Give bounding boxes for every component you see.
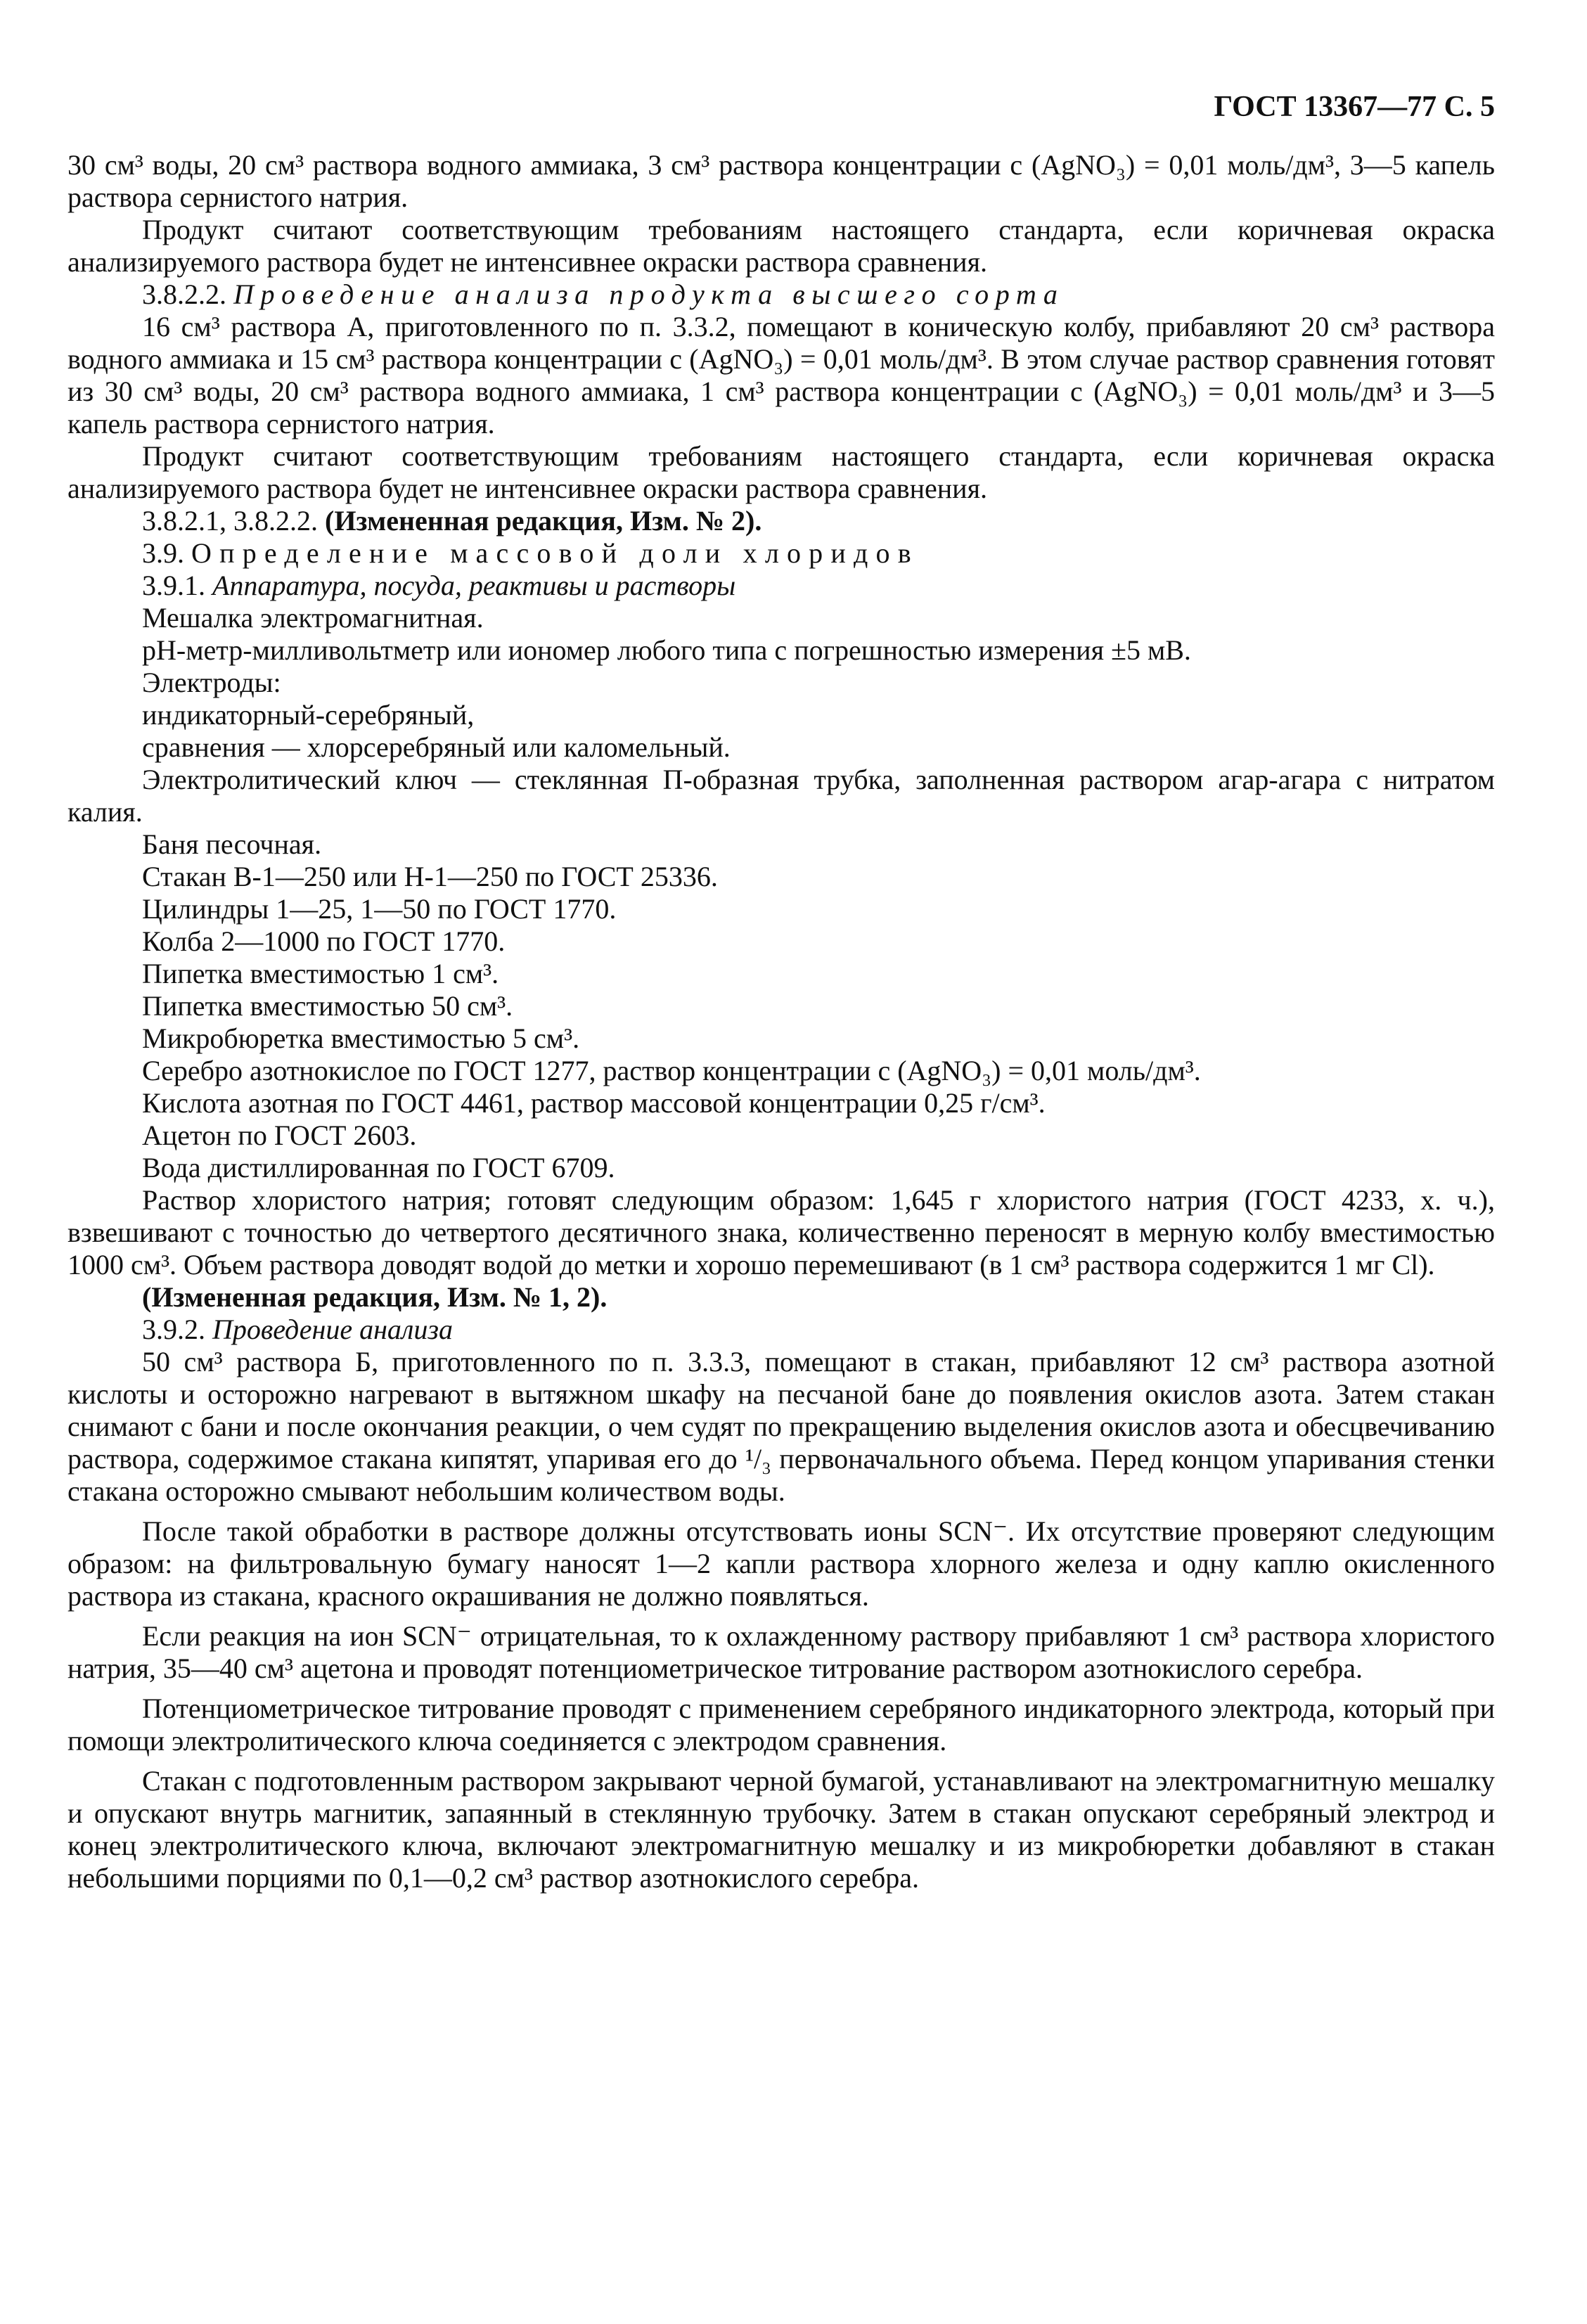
list-item: Электроды: xyxy=(142,667,281,698)
document-page xyxy=(68,90,1495,2298)
amendment-text: (Измененная редакция, Изм. № 2). xyxy=(325,505,762,537)
section-title: Проведение анализа xyxy=(212,1314,453,1345)
paragraph: Стакан с подготовленным раствором закрывают черной бумагой, устанавливают на электромагнитную мешалку и опускают внутрь магнитик, запаянный в стеклянную трубочку. Затем в стакан опускают серебряный электрод и конец электролитического ключа, включают электромагнитную мешалку и из микробюретки добавляют в стакан небольшими порциями по 0,1—0,2 см³ раствор азотнокислого серебра. xyxy=(68,1765,1495,1894)
paragraph: Если реакция на ион SCN⁻ отрицательная, то к охлажденному раствору прибавляют 1 см³ раствора хлористого натрия, 35—40 см³ ацетона и проводят потенциометрическое титрование раствором азотнокислого серебра. xyxy=(68,1620,1495,1684)
list-item: сравнения — хлорсеребряный или каломельный. xyxy=(142,731,731,763)
paragraph: После такой обработки в растворе должны отсутствовать ионы SCN⁻. Их отсутствие проверяют следующим образом: на фильтровальную бумагу наносят 1—2 капли раствора хлорного железа и одну каплю окисленного раствора из стакана, красного окрашивания не должно появляться. xyxy=(68,1515,1495,1612)
amendment-note xyxy=(68,1281,1495,1314)
section-heading xyxy=(68,278,1495,311)
list-item: Мешалка электромагнитная. xyxy=(142,602,484,634)
list-item: Вода дистиллированная по ГОСТ 6709. xyxy=(142,1152,615,1183)
section-title: Определение массовой доли хлоридов xyxy=(191,537,919,569)
paragraph: Раствор хлористого натрия; готовят следующим образом: 1,645 г хлористого натрия (ГОСТ 4233, х. ч.), взвешивают с точностью до четвертого десятичного знака, количественно переносят в мерную колбу вместимостью 1000 см³. Объем раствора доводят водой до метки и хорошо перемешивают (в 1 см³ раствора содержится 1 мг Cl). xyxy=(68,1184,1495,1280)
amendment-text: (Измененная редакция, Изм. № 1, 2). xyxy=(142,1281,608,1313)
amendment-note xyxy=(68,505,1495,537)
paragraph: Продукт считают соответствующим требованиям настоящего стандарта, если коричневая окраска анализируемого раствора будет не интенсивнее окраски раствора сравнения. xyxy=(68,440,1495,504)
section-heading xyxy=(68,537,1495,570)
paragraph: 16 см³ раствора А, приготовленного по п. 3.3.2, помещают в коническую колбу, прибавляют 20 см³ раствора водного аммиака и 15 см³ раствора концентрации c (AgNO₃) = 0,01 моль/дм³. В этом случае раствор сравнения готовят из 30 см³ воды, 20 см³ раствора водного аммиака, 1 см³ раствора концентрации c (AgNO₃) = 0,01 моль/дм³ и 3—5 капель раствора сернистого натрия. xyxy=(68,311,1495,439)
list-item: Пипетка вместимостью 50 см³. xyxy=(142,990,513,1022)
list-item: Цилиндры 1—25, 1—50 по ГОСТ 1770. xyxy=(142,893,617,925)
section-heading xyxy=(68,570,1495,602)
paragraph: 50 см³ раствора Б, приготовленного по п. 3.3.3, помещают в стакан, прибавляют 12 см³ раствора азотной кислоты и осторожно нагревают в вытяжном шкафу на песчаной бане до появления окислов азота. Затем стакан снимают с бани и после окончания реакции, о чем судят по прекращению выделения окислов азота и обесцвечиванию раствора, содержимое стакана кипятят, упаривая его до ¹/₃ первоначального объема. Перед концом упаривания стенки стакана осторожно смывают небольшим количеством воды. xyxy=(68,1346,1495,1507)
list-item: Кислота азотная по ГОСТ 4461, раствор массовой концентрации 0,25 г/см³. xyxy=(142,1087,1046,1119)
list-item: Колба 2—1000 по ГОСТ 1770. xyxy=(142,925,506,957)
list-item: Серебро азотнокислое по ГОСТ 1277, раствор концентрации c (AgNO₃) = 0,01 моль/дм³. xyxy=(142,1055,1201,1086)
section-number: 3.8.2.1, 3.8.2.2. xyxy=(142,505,318,537)
list-item: Баня песочная. xyxy=(142,828,322,860)
list-item: Ацетон по ГОСТ 2603. xyxy=(142,1119,417,1151)
section-number: 3.9. xyxy=(142,537,184,569)
section-number: 3.9.1. xyxy=(142,570,205,601)
section-number: 3.9.2. xyxy=(142,1314,205,1345)
paragraph: Потенциометрическое титрование проводят с применением серебряного индикаторного электрода, который при помощи электролитического ключа соединяется с электродом сравнения. xyxy=(68,1693,1495,1757)
section-number: 3.8.2.2. xyxy=(142,278,226,310)
paragraph: Продукт считают соответствующим требованиям настоящего стандарта, если коричневая окраска анализируемого раствора будет не интенсивнее окраски раствора сравнения. xyxy=(68,214,1495,278)
section-heading xyxy=(68,1314,1495,1346)
list-item: Пипетка вместимостью 1 см³. xyxy=(142,958,499,989)
list-item: Стакан В-1—250 или Н-1—250 по ГОСТ 25336. xyxy=(142,861,718,892)
page-header: ГОСТ 13367—77 С. 5 xyxy=(1214,91,1495,123)
section-title: Аппаратура, посуда, реактивы и растворы xyxy=(212,570,736,601)
list-item: pH-метр-милливольтметр или иономер любого типа с погрешностью измерения ±5 мВ. xyxy=(142,634,1191,666)
list-item: Электролитический ключ — стеклянная П-образная трубка, заполненная раствором агар-агара с нитратом калия. xyxy=(68,764,1495,828)
section-title: Проведение анализа продукта высшего сорта xyxy=(233,278,1065,310)
paragraph: 30 см³ воды, 20 см³ раствора водного аммиака, 3 см³ раствора концентрации c (AgNO₃) = 0,01 моль/дм³, 3—5 капель раствора сернистого натрия. xyxy=(68,149,1495,213)
list-item: Микробюретка вместимостью 5 см³. xyxy=(142,1022,580,1054)
list-item: индикаторный-серебряный, xyxy=(142,699,475,731)
